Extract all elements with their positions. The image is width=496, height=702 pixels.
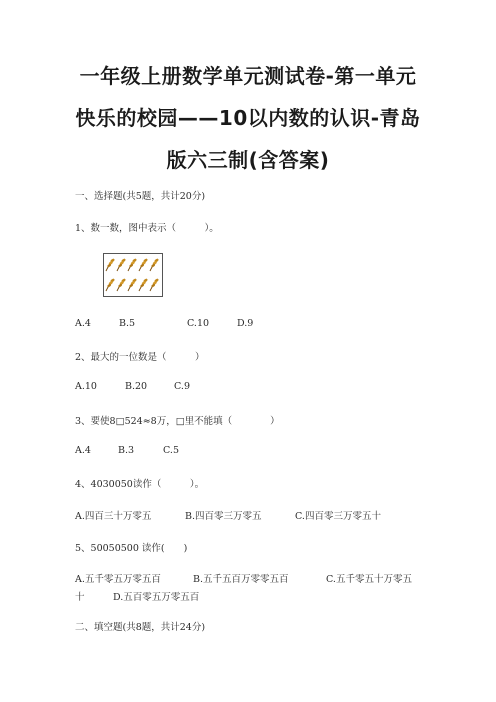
sprout-2: [117, 258, 126, 271]
section-heading-fill-in: 二、填空题(共8题，共计24分): [75, 622, 206, 633]
sprout-5: [150, 258, 159, 271]
question-1-text: 1、数一数，图中表示（ ）。: [75, 223, 219, 234]
question-4-text: 4、4030050读作（ ）。: [75, 479, 205, 490]
question-5-text: 5、50050500 读作( ): [75, 543, 188, 554]
sprout-row-top: [106, 258, 159, 271]
q5-option-b[interactable]: B.五千五百万零零五百: [193, 574, 289, 585]
sprout-row-bottom: [106, 278, 159, 291]
q5-option-d[interactable]: D.五百零五万零五百: [113, 592, 200, 603]
sprout-6: [106, 278, 115, 291]
sprout-1: [106, 258, 115, 271]
sprout-8: [128, 278, 137, 291]
document-title-line-3: 版六三制(含答案): [166, 148, 330, 172]
q5-option-a[interactable]: A.五千零五万零五百: [75, 574, 161, 585]
q5-option-c[interactable]: C.五千零五十万零五: [326, 574, 412, 585]
q1-option-a[interactable]: A.4: [75, 318, 91, 329]
q1-option-c[interactable]: C.10: [187, 318, 210, 329]
sprout-9: [139, 278, 148, 291]
q3-option-b[interactable]: B.3: [118, 445, 135, 456]
document-title-line-2: 快乐的校园——10以内数的认识-青岛: [75, 106, 421, 130]
q4-option-c[interactable]: C.四百零三万零五十: [295, 511, 381, 522]
question-2-text: 2、最大的一位数是（ ）: [75, 352, 205, 363]
q5-option-c-continued: 十: [75, 592, 85, 603]
q2-option-a[interactable]: A.10: [75, 381, 97, 392]
q3-option-a[interactable]: A.4: [75, 445, 91, 456]
q4-option-a[interactable]: A.四百三十万零五: [75, 511, 152, 522]
sprout-7: [117, 278, 126, 291]
q1-option-d[interactable]: D.9: [237, 318, 254, 329]
q2-option-c[interactable]: C.9: [174, 381, 190, 392]
sprout-3: [128, 258, 137, 271]
question-3-text: 3、要使8□524≈8万，□里不能填（ ）: [75, 416, 280, 427]
sprout-4: [139, 258, 148, 271]
q2-option-b[interactable]: B.20: [125, 381, 148, 392]
section-heading-choice: 一、选择题(共5题，共计20分): [75, 191, 206, 202]
wheat-sprout-icon-grid: [104, 254, 162, 296]
q3-option-c[interactable]: C.5: [163, 445, 179, 456]
q1-option-b[interactable]: B.5: [119, 318, 136, 329]
q4-option-b[interactable]: B.四百零三万零五: [185, 511, 262, 522]
sprout-10: [150, 278, 159, 291]
question-1-figure: [103, 253, 163, 297]
document-title-line-1: 一年级上册数学单元测试卷-第一单元: [79, 64, 417, 88]
